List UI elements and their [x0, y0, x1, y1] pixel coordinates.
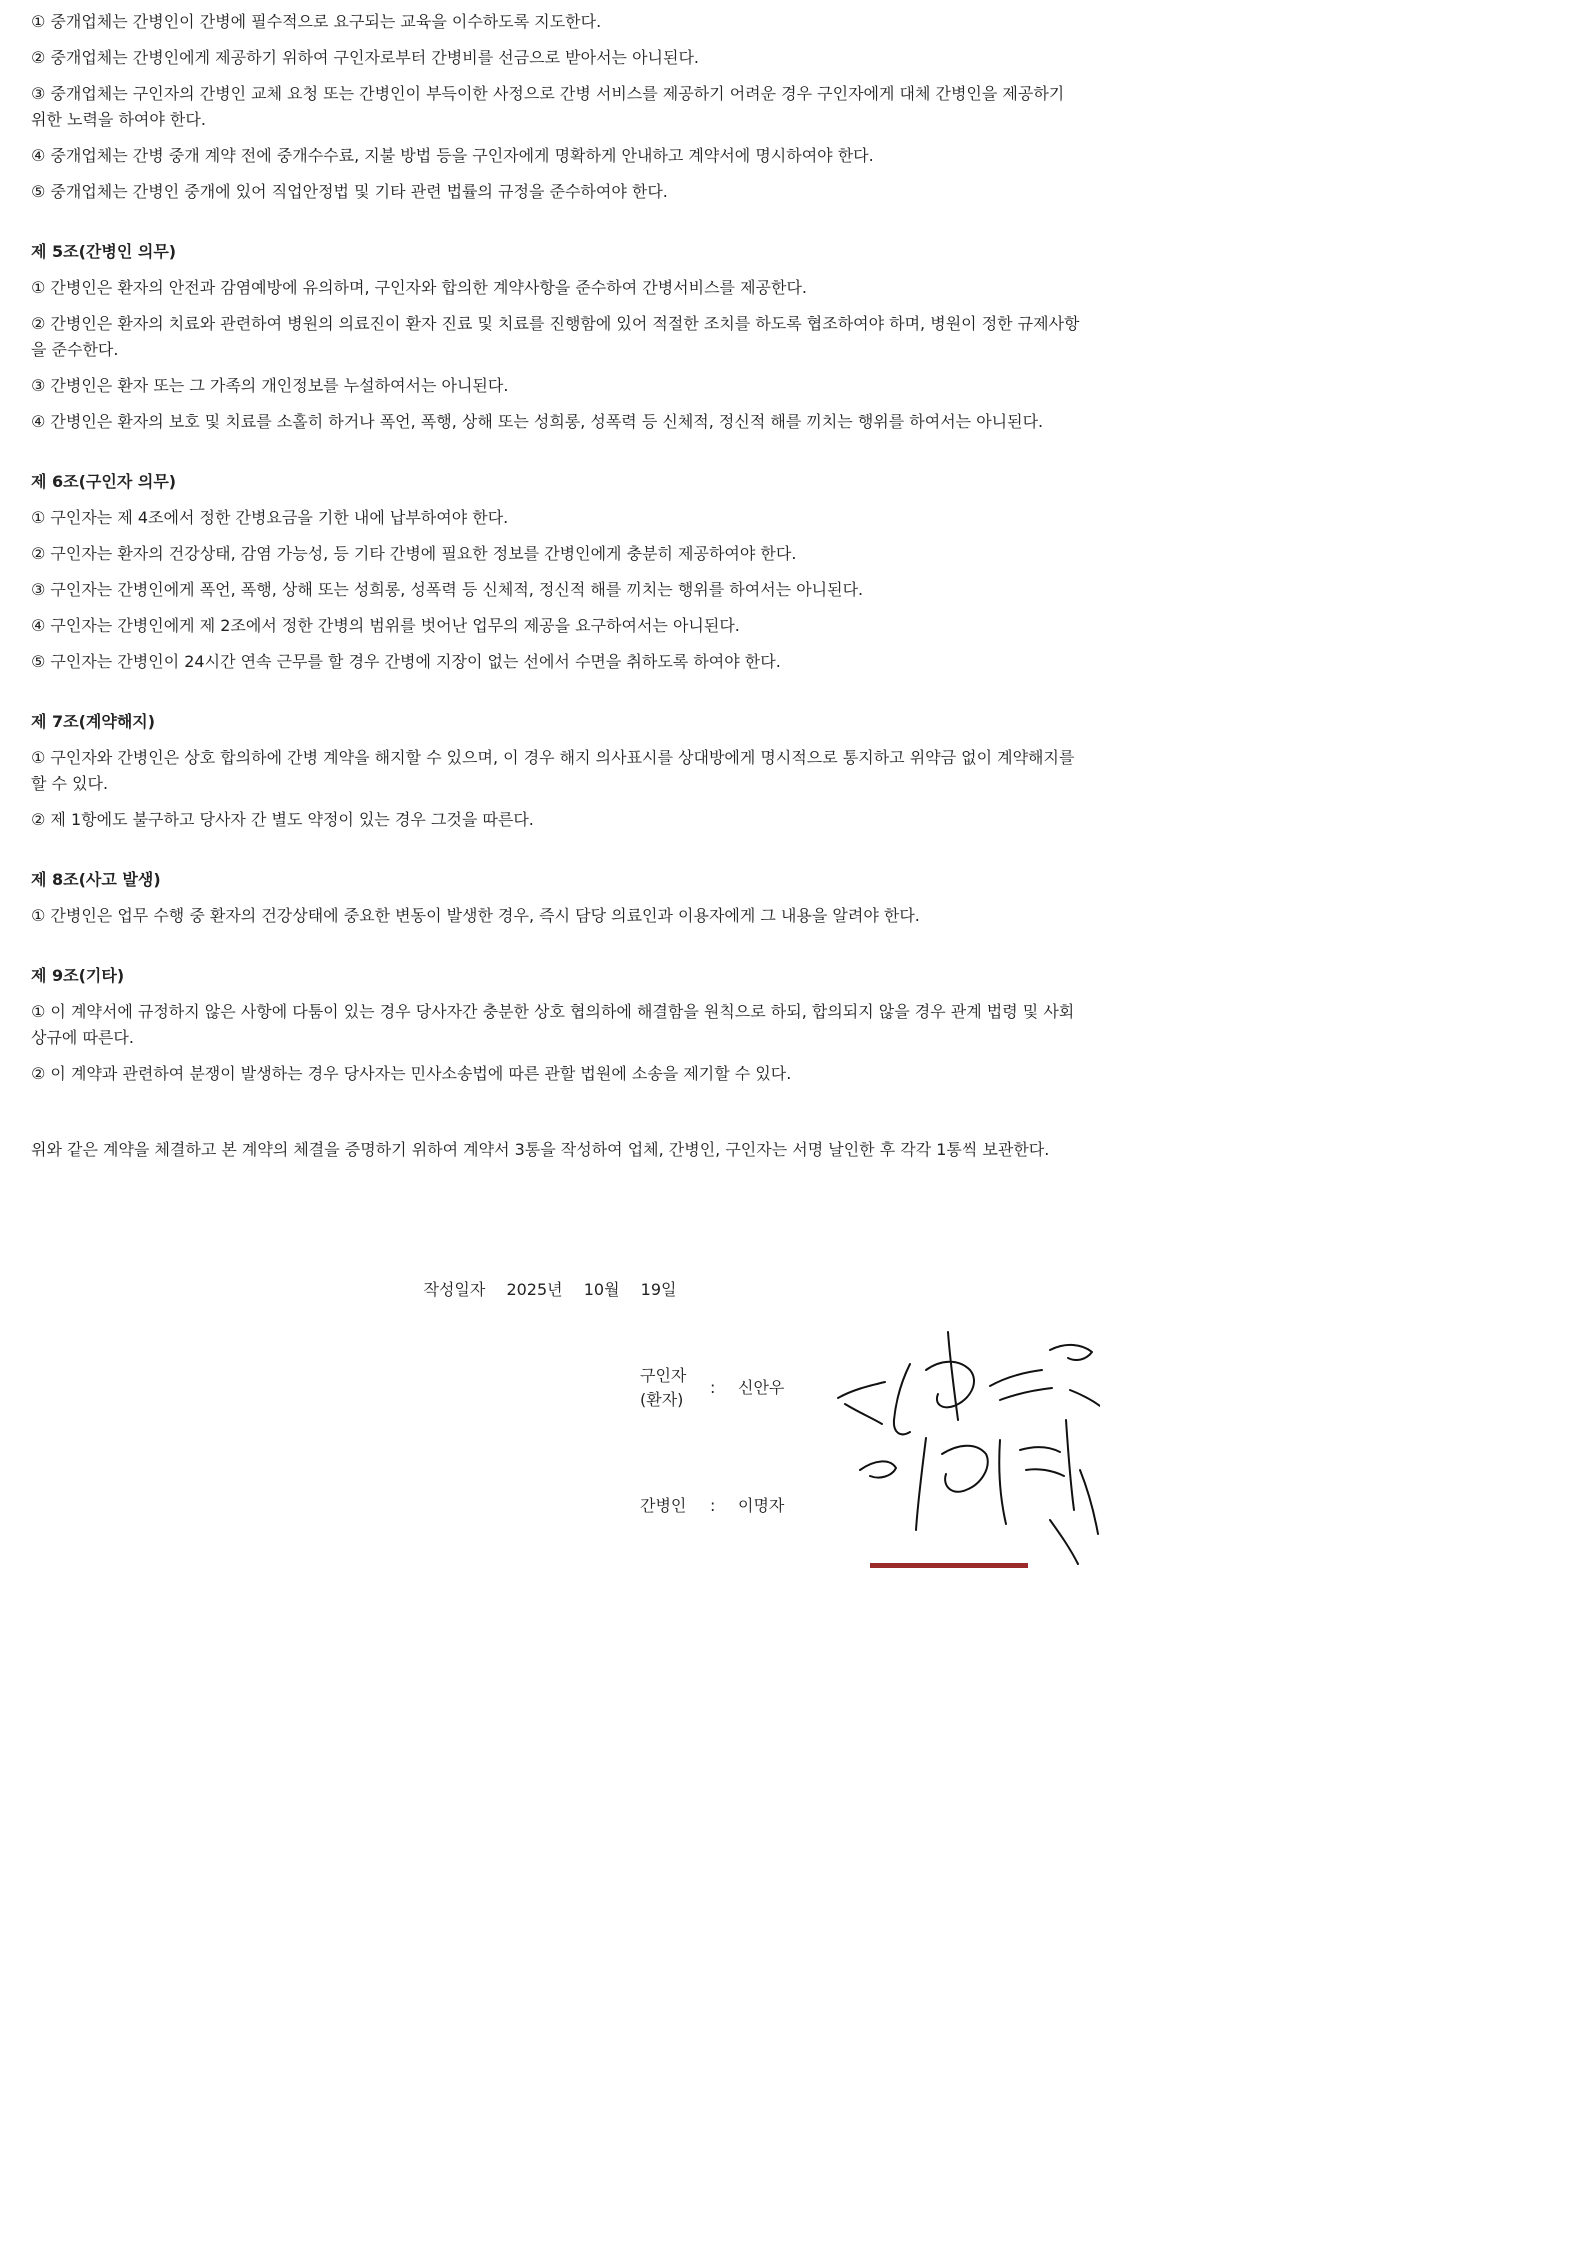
- signer-name: 이명자: [738, 1496, 785, 1515]
- contract-document: [31, 0, 1083, 1163]
- clause-item: ③ 간병인은 환자 또는 그 가족의 개인정보를 누설하여서는 아니된다.: [31, 376, 509, 395]
- date-year: 2025년: [506, 1280, 563, 1299]
- article-heading: 제 5조(간병인 의무): [31, 242, 177, 261]
- clause-item: ⑤ 구인자는 간병인이 24시간 연속 근무를 할 경우 간병에 지장이 없는 선에서 수면을 취하도록 하여야 한다.: [31, 652, 781, 671]
- date-label: 작성일자: [423, 1280, 486, 1299]
- clause-item: ③ 구인자는 간병인에게 폭언, 폭행, 상해 또는 성희롱, 성폭력 등 신체적, 정신적 해를 끼치는 행위를 하여서는 아니된다.: [31, 580, 864, 599]
- clause-item: ② 간병인은 환자의 치료와 관련하여 병원의 의료진이 환자 진료 및 치료를 진행함에 있어 적절한 조치를 하도록 협조하여야 하며, 병원이 정한 규제사항을 준수한다.: [31, 314, 1080, 359]
- clause-item: ④ 간병인은 환자의 보호 및 치료를 소홀히 하거나 폭언, 폭행, 상해 또는 성희롱, 성폭력 등 신체적, 정신적 해를 끼치는 행위를 하여서는 아니된다.: [31, 412, 1044, 431]
- article-heading: 제 8조(사고 발생): [31, 870, 161, 889]
- signing-date: [0, 1277, 1100, 1303]
- article-7: [31, 709, 1083, 833]
- closing-statement: 위와 같은 계약을 체결하고 본 계약의 체결을 증명하기 위하여 계약서 3통을 작성하여 업체, 간병인, 구인자는 서명 날인한 후 각각 1통씩 보관한다.: [31, 1140, 1050, 1159]
- clause-item: ① 구인자는 제 4조에서 정한 간병요금을 기한 내에 납부하여야 한다.: [31, 508, 509, 527]
- signer-label: 간병인: [640, 1496, 687, 1515]
- article-9: [31, 963, 1083, 1087]
- signer-name: 신안우: [738, 1378, 785, 1397]
- clause-item: ② 구인자는 환자의 건강상태, 감염 가능성, 등 기타 간병에 필요한 정보를 간병인에게 충분히 제공하여야 한다.: [31, 544, 797, 563]
- article-heading: 제 7조(계약해지): [31, 712, 156, 731]
- clause-item: ① 간병인은 환자의 안전과 감염예방에 유의하며, 구인자와 합의한 계약사항을 준수하여 간병서비스를 제공한다.: [31, 278, 807, 297]
- article-heading: 제 6조(구인자 의무): [31, 472, 177, 491]
- clause-item: ② 중개업체는 간병인에게 제공하기 위하여 구인자로부터 간병비를 선금으로 받아서는 아니된다.: [31, 48, 699, 67]
- signer-label: 구인자 (환자): [640, 1366, 687, 1409]
- article-5: [31, 239, 1083, 435]
- signer-caregiver: [640, 1494, 840, 1520]
- clause-item: ① 이 계약서에 규정하지 않은 사항에 다툼이 있는 경우 당사자간 충분한 상호 협의하에 해결함을 원칙으로 하되, 합의되지 않을 경우 관계 법령 및 사회상규에 따른다.: [31, 1002, 1075, 1047]
- clause-item: ① 구인자와 간병인은 상호 합의하에 간병 계약을 해지할 수 있으며, 이 경우 해지 의사표시를 상대방에게 명시적으로 통지하고 위약금 없이 계약해지를 할 수 있다.: [31, 748, 1080, 793]
- article-heading: 제 9조(기타): [31, 966, 125, 985]
- intro-clauses: [31, 0, 1083, 205]
- signer-colon: :: [710, 1378, 716, 1397]
- clause-item: ② 이 계약과 관련하여 분쟁이 발생하는 경우 당사자는 민사소송법에 따른 관할 법원에 소송을 제기할 수 있다.: [31, 1064, 792, 1083]
- stamp-edge: [870, 1563, 1028, 1568]
- clause-item: ④ 중개업체는 간병 중개 계약 전에 중개수수료, 지불 방법 등을 구인자에게 명확하게 안내하고 계약서에 명시하여야 한다.: [31, 146, 874, 165]
- clause-item: ① 간병인은 업무 수행 중 환자의 건강상태에 중요한 변동이 발생한 경우, 즉시 담당 의료인과 이용자에게 그 내용을 알려야 한다.: [31, 906, 920, 925]
- handwritten-signature: [830, 1320, 1100, 1568]
- clause-item: ④ 구인자는 간병인에게 제 2조에서 정한 간병의 범위를 벗어난 업무의 제공을 요구하여서는 아니된다.: [31, 616, 740, 635]
- signer-client: [640, 1364, 840, 1414]
- date-month: 10월: [583, 1280, 620, 1299]
- article-8: [31, 867, 1083, 929]
- clause-item: ③ 중개업체는 구인자의 간병인 교체 요청 또는 간병인이 부득이한 사정으로 간병 서비스를 제공하기 어려운 경우 구인자에게 대체 간병인을 제공하기 위한 노력을 하여야 한다.: [31, 84, 1070, 129]
- clause-item: ⑤ 중개업체는 간병인 중개에 있어 직업안정법 및 기타 관련 법률의 규정을 준수하여야 한다.: [31, 182, 668, 201]
- clause-item: ① 중개업체는 간병인이 간병에 필수적으로 요구되는 교육을 이수하도록 지도한다.: [31, 12, 602, 31]
- article-6: [31, 469, 1083, 675]
- clause-item: ② 제 1항에도 불구하고 당사자 간 별도 약정이 있는 경우 그것을 따른다.: [31, 810, 534, 829]
- date-day: 19일: [640, 1280, 677, 1299]
- signer-colon: :: [710, 1496, 716, 1515]
